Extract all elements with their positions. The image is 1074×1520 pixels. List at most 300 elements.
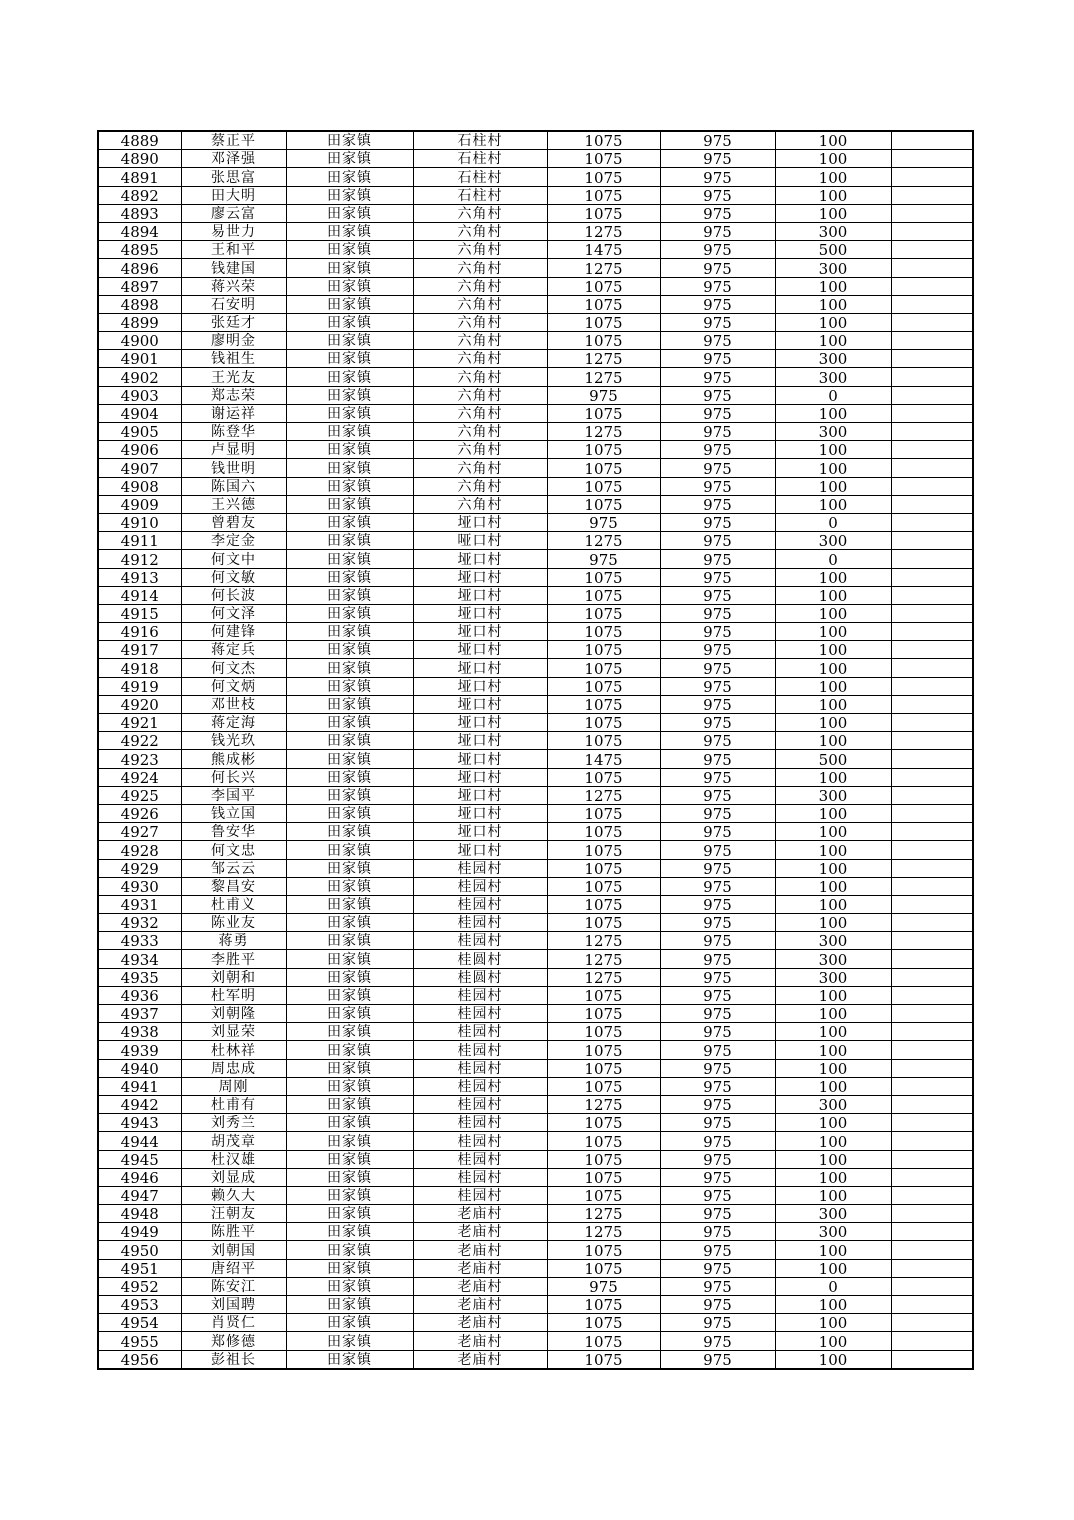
total-cell: 1075 (547, 1314, 660, 1332)
remark-cell (891, 804, 973, 822)
name-cell: 周忠成 (181, 1059, 286, 1077)
village-cell: 垭口村 (413, 695, 547, 713)
row-number-cell: 4934 (98, 950, 181, 968)
base-cell: 975 (660, 1114, 775, 1132)
total-cell: 1075 (547, 659, 660, 677)
total-cell: 1075 (547, 1332, 660, 1350)
row-number-cell: 4931 (98, 895, 181, 913)
village-cell: 六角村 (413, 295, 547, 313)
village-cell: 老庙村 (413, 1277, 547, 1295)
difference-cell: 300 (775, 950, 891, 968)
difference-cell: 100 (775, 586, 891, 604)
name-cell: 刘朝隆 (181, 1005, 286, 1023)
total-cell: 1275 (547, 532, 660, 550)
total-cell: 1075 (547, 823, 660, 841)
table-row (98, 368, 973, 386)
village-cell: 桂圆村 (413, 968, 547, 986)
town-cell: 田家镇 (286, 441, 413, 459)
town-cell: 田家镇 (286, 386, 413, 404)
table-row (98, 1059, 973, 1077)
difference-cell: 300 (775, 1095, 891, 1113)
village-cell: 桂园村 (413, 1005, 547, 1023)
total-cell: 1275 (547, 222, 660, 240)
town-cell: 田家镇 (286, 204, 413, 222)
remark-cell (891, 1023, 973, 1041)
village-cell: 哑口村 (413, 532, 547, 550)
village-cell: 六角村 (413, 423, 547, 441)
table-row (98, 877, 973, 895)
base-cell: 975 (660, 1296, 775, 1314)
name-cell: 邓世枝 (181, 695, 286, 713)
base-cell: 975 (660, 313, 775, 331)
remark-cell (891, 750, 973, 768)
town-cell: 田家镇 (286, 295, 413, 313)
remark-cell (891, 404, 973, 422)
total-cell: 1075 (547, 1296, 660, 1314)
town-cell: 田家镇 (286, 732, 413, 750)
village-cell: 桂园村 (413, 1023, 547, 1041)
village-cell: 桂园村 (413, 895, 547, 913)
base-cell: 975 (660, 532, 775, 550)
town-cell: 田家镇 (286, 477, 413, 495)
difference-cell: 100 (775, 313, 891, 331)
base-cell: 975 (660, 1314, 775, 1332)
remark-cell (891, 459, 973, 477)
village-cell: 六角村 (413, 386, 547, 404)
difference-cell: 0 (775, 513, 891, 531)
town-cell: 田家镇 (286, 459, 413, 477)
table-row (98, 804, 973, 822)
village-cell: 石柱村 (413, 186, 547, 204)
difference-cell: 100 (775, 131, 891, 150)
difference-cell: 100 (775, 295, 891, 313)
remark-cell (891, 677, 973, 695)
village-cell: 六角村 (413, 368, 547, 386)
name-cell: 汪朝友 (181, 1205, 286, 1223)
village-cell: 六角村 (413, 404, 547, 422)
remark-cell (891, 877, 973, 895)
difference-cell: 100 (775, 659, 891, 677)
remark-cell (891, 532, 973, 550)
row-number-cell: 4909 (98, 495, 181, 513)
total-cell: 1075 (547, 441, 660, 459)
table-row (98, 313, 973, 331)
row-number-cell: 4901 (98, 350, 181, 368)
village-cell: 垭口村 (413, 604, 547, 622)
town-cell: 田家镇 (286, 332, 413, 350)
town-cell: 田家镇 (286, 1041, 413, 1059)
row-number-cell: 4943 (98, 1114, 181, 1132)
table-row (98, 1150, 973, 1168)
name-cell: 易世力 (181, 222, 286, 240)
town-cell: 田家镇 (286, 932, 413, 950)
town-cell: 田家镇 (286, 968, 413, 986)
table-row (98, 932, 973, 950)
remark-cell (891, 1296, 973, 1314)
data-table (97, 130, 974, 1370)
total-cell: 1275 (547, 1205, 660, 1223)
row-number-cell: 4913 (98, 568, 181, 586)
row-number-cell: 4945 (98, 1150, 181, 1168)
total-cell: 1075 (547, 277, 660, 295)
row-number-cell: 4944 (98, 1132, 181, 1150)
town-cell: 田家镇 (286, 186, 413, 204)
base-cell: 975 (660, 1077, 775, 1095)
base-cell: 975 (660, 1259, 775, 1277)
name-cell: 陈登华 (181, 423, 286, 441)
row-number-cell: 4926 (98, 804, 181, 822)
base-cell: 975 (660, 604, 775, 622)
row-number-cell: 4940 (98, 1059, 181, 1077)
row-number-cell: 4897 (98, 277, 181, 295)
base-cell: 975 (660, 404, 775, 422)
remark-cell (891, 241, 973, 259)
town-cell: 田家镇 (286, 568, 413, 586)
remark-cell (891, 368, 973, 386)
total-cell: 1075 (547, 623, 660, 641)
town-cell: 田家镇 (286, 914, 413, 932)
town-cell: 田家镇 (286, 277, 413, 295)
remark-cell (891, 1077, 973, 1095)
row-number-cell: 4917 (98, 641, 181, 659)
difference-cell: 100 (775, 1150, 891, 1168)
remark-cell (891, 714, 973, 732)
name-cell: 胡茂章 (181, 1132, 286, 1150)
difference-cell: 100 (775, 1186, 891, 1204)
difference-cell: 500 (775, 241, 891, 259)
town-cell: 田家镇 (286, 1059, 413, 1077)
difference-cell: 100 (775, 1132, 891, 1150)
base-cell: 975 (660, 914, 775, 932)
table-row (98, 423, 973, 441)
base-cell: 975 (660, 1350, 775, 1369)
remark-cell (891, 386, 973, 404)
village-cell: 垭口村 (413, 659, 547, 677)
total-cell: 1075 (547, 804, 660, 822)
difference-cell: 100 (775, 1314, 891, 1332)
difference-cell: 100 (775, 1350, 891, 1369)
remark-cell (891, 1095, 973, 1113)
village-cell: 垭口村 (413, 732, 547, 750)
village-cell: 老庙村 (413, 1296, 547, 1314)
difference-cell: 100 (775, 186, 891, 204)
town-cell: 田家镇 (286, 1023, 413, 1041)
remark-cell (891, 1205, 973, 1223)
table-row (98, 641, 973, 659)
base-cell: 975 (660, 804, 775, 822)
total-cell: 1075 (547, 1132, 660, 1150)
difference-cell: 100 (775, 1259, 891, 1277)
difference-cell: 0 (775, 386, 891, 404)
name-cell: 邹云云 (181, 859, 286, 877)
name-cell: 何建锋 (181, 623, 286, 641)
town-cell: 田家镇 (286, 131, 413, 150)
base-cell: 975 (660, 550, 775, 568)
name-cell: 赖久大 (181, 1186, 286, 1204)
total-cell: 1075 (547, 568, 660, 586)
difference-cell: 100 (775, 714, 891, 732)
village-cell: 桂园村 (413, 1186, 547, 1204)
village-cell: 六角村 (413, 495, 547, 513)
total-cell: 1075 (547, 1186, 660, 1204)
row-number-cell: 4956 (98, 1350, 181, 1369)
difference-cell: 300 (775, 222, 891, 240)
remark-cell (891, 1059, 973, 1077)
base-cell: 975 (660, 386, 775, 404)
base-cell: 975 (660, 641, 775, 659)
total-cell: 1075 (547, 150, 660, 168)
name-cell: 鲁安华 (181, 823, 286, 841)
table-row (98, 968, 973, 986)
name-cell: 谢运祥 (181, 404, 286, 422)
name-cell: 田大明 (181, 186, 286, 204)
difference-cell: 100 (775, 495, 891, 513)
row-number-cell: 4904 (98, 404, 181, 422)
remark-cell (891, 1314, 973, 1332)
difference-cell: 500 (775, 750, 891, 768)
table-row (98, 823, 973, 841)
remark-cell (891, 1041, 973, 1059)
village-cell: 石柱村 (413, 168, 547, 186)
village-cell: 垭口村 (413, 641, 547, 659)
remark-cell (891, 932, 973, 950)
total-cell: 1275 (547, 932, 660, 950)
remark-cell (891, 1259, 973, 1277)
row-number-cell: 4947 (98, 1186, 181, 1204)
table-row (98, 1277, 973, 1295)
name-cell: 蔡正平 (181, 131, 286, 150)
base-cell: 975 (660, 786, 775, 804)
row-number-cell: 4914 (98, 586, 181, 604)
table-row (98, 1241, 973, 1259)
village-cell: 桂园村 (413, 877, 547, 895)
row-number-cell: 4890 (98, 150, 181, 168)
row-number-cell: 4953 (98, 1296, 181, 1314)
remark-cell (891, 1150, 973, 1168)
row-number-cell: 4954 (98, 1314, 181, 1332)
town-cell: 田家镇 (286, 859, 413, 877)
table-row (98, 659, 973, 677)
base-cell: 975 (660, 1223, 775, 1241)
total-cell: 1075 (547, 204, 660, 222)
base-cell: 975 (660, 477, 775, 495)
total-cell: 1275 (547, 423, 660, 441)
town-cell: 田家镇 (286, 550, 413, 568)
name-cell: 蒋勇 (181, 932, 286, 950)
remark-cell (891, 295, 973, 313)
row-number-cell: 4911 (98, 532, 181, 550)
village-cell: 桂园村 (413, 914, 547, 932)
table-row (98, 1132, 973, 1150)
remark-cell (891, 768, 973, 786)
total-cell: 1075 (547, 586, 660, 604)
base-cell: 975 (660, 259, 775, 277)
remark-cell (891, 1005, 973, 1023)
base-cell: 975 (660, 586, 775, 604)
remark-cell (891, 350, 973, 368)
remark-cell (891, 1332, 973, 1350)
village-cell: 垭口村 (413, 786, 547, 804)
remark-cell (891, 222, 973, 240)
town-cell: 田家镇 (286, 513, 413, 531)
village-cell: 六角村 (413, 350, 547, 368)
remark-cell (891, 1277, 973, 1295)
name-cell: 肖贤仁 (181, 1314, 286, 1332)
base-cell: 975 (660, 186, 775, 204)
village-cell: 桂园村 (413, 1114, 547, 1132)
town-cell: 田家镇 (286, 1259, 413, 1277)
name-cell: 陈胜平 (181, 1223, 286, 1241)
difference-cell: 100 (775, 1296, 891, 1314)
table-row (98, 459, 973, 477)
name-cell: 钱建国 (181, 259, 286, 277)
row-number-cell: 4948 (98, 1205, 181, 1223)
name-cell: 刘显成 (181, 1168, 286, 1186)
table-row (98, 895, 973, 913)
base-cell: 975 (660, 768, 775, 786)
village-cell: 桂园村 (413, 1132, 547, 1150)
difference-cell: 100 (775, 277, 891, 295)
name-cell: 刘国聘 (181, 1296, 286, 1314)
total-cell: 1075 (547, 695, 660, 713)
remark-cell (891, 495, 973, 513)
row-number-cell: 4955 (98, 1332, 181, 1350)
village-cell: 桂园村 (413, 932, 547, 950)
town-cell: 田家镇 (286, 1241, 413, 1259)
difference-cell: 300 (775, 786, 891, 804)
row-number-cell: 4938 (98, 1023, 181, 1041)
name-cell: 杜甫义 (181, 895, 286, 913)
village-cell: 老庙村 (413, 1350, 547, 1369)
difference-cell: 300 (775, 368, 891, 386)
row-number-cell: 4928 (98, 841, 181, 859)
row-number-cell: 4929 (98, 859, 181, 877)
name-cell: 王兴德 (181, 495, 286, 513)
town-cell: 田家镇 (286, 1223, 413, 1241)
difference-cell: 300 (775, 423, 891, 441)
difference-cell: 100 (775, 441, 891, 459)
village-cell: 垭口村 (413, 714, 547, 732)
total-cell: 1075 (547, 1059, 660, 1077)
base-cell: 975 (660, 1168, 775, 1186)
row-number-cell: 4927 (98, 823, 181, 841)
village-cell: 桂圆村 (413, 950, 547, 968)
difference-cell: 100 (775, 823, 891, 841)
difference-cell: 100 (775, 732, 891, 750)
base-cell: 975 (660, 441, 775, 459)
table-row (98, 732, 973, 750)
village-cell: 桂园村 (413, 1041, 547, 1059)
row-number-cell: 4923 (98, 750, 181, 768)
village-cell: 六角村 (413, 277, 547, 295)
remark-cell (891, 313, 973, 331)
total-cell: 1075 (547, 1350, 660, 1369)
village-cell: 垭口村 (413, 841, 547, 859)
difference-cell: 100 (775, 1332, 891, 1350)
difference-cell: 300 (775, 932, 891, 950)
difference-cell: 100 (775, 1168, 891, 1186)
remark-cell (891, 968, 973, 986)
village-cell: 垭口村 (413, 750, 547, 768)
town-cell: 田家镇 (286, 750, 413, 768)
town-cell: 田家镇 (286, 895, 413, 913)
difference-cell: 100 (775, 914, 891, 932)
row-number-cell: 4910 (98, 513, 181, 531)
total-cell: 1075 (547, 1150, 660, 1168)
total-cell: 1075 (547, 1023, 660, 1041)
difference-cell: 100 (775, 986, 891, 1004)
base-cell: 975 (660, 168, 775, 186)
name-cell: 周刚 (181, 1077, 286, 1095)
table-row (98, 568, 973, 586)
difference-cell: 100 (775, 459, 891, 477)
table-row (98, 513, 973, 531)
row-number-cell: 4905 (98, 423, 181, 441)
town-cell: 田家镇 (286, 623, 413, 641)
total-cell: 1275 (547, 350, 660, 368)
remark-cell (891, 568, 973, 586)
village-cell: 六角村 (413, 259, 547, 277)
name-cell: 陈业友 (181, 914, 286, 932)
name-cell: 刘秀兰 (181, 1114, 286, 1132)
base-cell: 975 (660, 1205, 775, 1223)
town-cell: 田家镇 (286, 313, 413, 331)
remark-cell (891, 986, 973, 1004)
base-cell: 975 (660, 695, 775, 713)
base-cell: 975 (660, 150, 775, 168)
remark-cell (891, 332, 973, 350)
name-cell: 唐绍平 (181, 1259, 286, 1277)
name-cell: 陈国六 (181, 477, 286, 495)
name-cell: 蒋定兵 (181, 641, 286, 659)
town-cell: 田家镇 (286, 586, 413, 604)
base-cell: 975 (660, 659, 775, 677)
base-cell: 975 (660, 568, 775, 586)
difference-cell: 100 (775, 1241, 891, 1259)
total-cell: 1075 (547, 168, 660, 186)
base-cell: 975 (660, 895, 775, 913)
base-cell: 975 (660, 513, 775, 531)
village-cell: 六角村 (413, 313, 547, 331)
table-row (98, 404, 973, 422)
name-cell: 杜汉雄 (181, 1150, 286, 1168)
town-cell: 田家镇 (286, 1332, 413, 1350)
town-cell: 田家镇 (286, 1132, 413, 1150)
name-cell: 张廷才 (181, 313, 286, 331)
row-number-cell: 4899 (98, 313, 181, 331)
name-cell: 熊成彬 (181, 750, 286, 768)
name-cell: 何文忠 (181, 841, 286, 859)
table-row (98, 1205, 973, 1223)
total-cell: 1275 (547, 1223, 660, 1241)
village-cell: 老庙村 (413, 1205, 547, 1223)
row-number-cell: 4922 (98, 732, 181, 750)
name-cell: 李胜平 (181, 950, 286, 968)
town-cell: 田家镇 (286, 150, 413, 168)
town-cell: 田家镇 (286, 641, 413, 659)
base-cell: 975 (660, 459, 775, 477)
table-body (98, 131, 973, 1369)
total-cell: 1075 (547, 1005, 660, 1023)
row-number-cell: 4919 (98, 677, 181, 695)
total-cell: 1075 (547, 732, 660, 750)
name-cell: 郑志荣 (181, 386, 286, 404)
table-row (98, 695, 973, 713)
name-cell: 刘显荣 (181, 1023, 286, 1041)
remark-cell (891, 186, 973, 204)
table-row (98, 914, 973, 932)
difference-cell: 100 (775, 1023, 891, 1041)
